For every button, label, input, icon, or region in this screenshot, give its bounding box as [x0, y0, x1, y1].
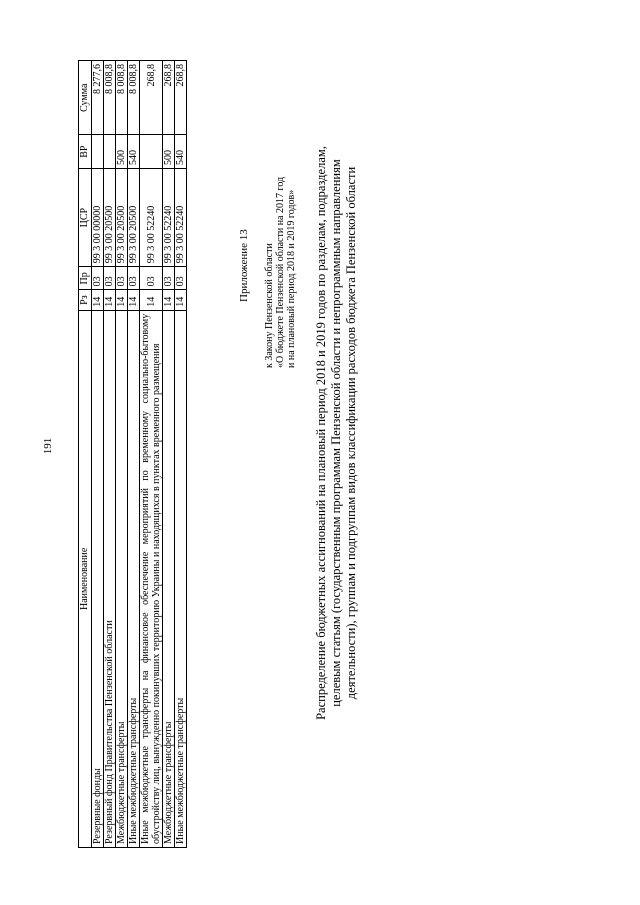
table-row — [104, 61, 116, 848]
table-row — [128, 61, 140, 848]
cell-rz: 14 — [140, 290, 163, 310]
cell-rz: 14 — [175, 290, 187, 310]
cell-vr: 540 — [128, 135, 140, 169]
header-rz: Рз — [79, 290, 92, 310]
heading-line: целевым статьям (государственным программам Пензенской области и непрограммным направлениям — [329, 159, 343, 707]
header-vr: ВР — [79, 135, 92, 169]
cell-pr: 03 — [116, 267, 128, 290]
table-row — [163, 61, 175, 848]
document-heading — [314, 18, 359, 848]
cell-name: Иные межбюджетные трансферты — [128, 310, 140, 847]
cell-pr: 03 — [92, 267, 104, 290]
cell-vr — [92, 135, 104, 169]
appendix-title: Приложение 13 — [238, 229, 250, 302]
cell-csr: 99 3 00 52240 — [175, 168, 187, 266]
cell-sum: 268,8 — [140, 61, 163, 135]
heading-line: Распределение бюджетных ассигнований на плановый период 2018 и 2019 годов по разделам, подразделам, — [314, 146, 328, 720]
cell-name: Иные межбюджетные трансферты на финансовое обеспечение мероприятий по временному социально-бытовому обустройству лиц, вынужденно покинувших территорию Украины и находящихся в пунктах временного размещения — [140, 310, 163, 847]
budget-table — [78, 60, 187, 848]
header-pr: Пр — [79, 267, 92, 290]
header-csr: ЦСР — [79, 168, 92, 266]
cell-rz: 14 — [128, 290, 140, 310]
cell-rz: 14 — [92, 290, 104, 310]
cell-pr: 03 — [104, 267, 116, 290]
cell-vr: 540 — [175, 135, 187, 169]
cell-csr: 99 3 00 00000 — [92, 168, 104, 266]
cell-pr: 03 — [163, 267, 175, 290]
cell-vr: 500 — [163, 135, 175, 169]
cell-name: Межбюджетные трансферты — [163, 310, 175, 847]
cell-csr: 99 3 00 52240 — [163, 168, 175, 266]
cell-pr: 03 — [140, 267, 163, 290]
heading-line: деятельности), группам и подгруппам видов классификации расходов бюджета Пензенской области — [344, 166, 358, 700]
cell-pr: 03 — [128, 267, 140, 290]
cell-sum: 8 008,8 — [128, 61, 140, 135]
cell-sum: 8 008,8 — [116, 61, 128, 135]
cell-vr: 500 — [116, 135, 128, 169]
rotated-content — [78, 18, 378, 848]
table-header-row — [79, 61, 92, 848]
cell-name: Резервный фонд Правительства Пензенской области — [104, 310, 116, 847]
cell-csr: 99 3 00 20500 — [116, 168, 128, 266]
law-line: «О бюджете Пензенской области на 2017 год — [275, 176, 286, 368]
cell-vr — [104, 135, 116, 169]
law-line: и на плановый период 2018 и 2019 годов» — [286, 189, 297, 368]
law-line: к Закону Пензенской области — [264, 243, 275, 368]
cell-sum: 8 277,6 — [92, 61, 104, 135]
table-row — [116, 61, 128, 848]
header-sum: Сумма — [79, 61, 92, 135]
cell-rz: 14 — [116, 290, 128, 310]
cell-sum: 8 008,8 — [104, 61, 116, 135]
cell-pr: 03 — [175, 267, 187, 290]
law-reference — [264, 177, 297, 368]
cell-name: Иные межбюджетные трансферты — [175, 310, 187, 847]
cell-name: Резервные фонды — [92, 310, 104, 847]
cell-rz: 14 — [104, 290, 116, 310]
page-number: 191 — [42, 437, 54, 455]
cell-csr: 99 3 00 20500 — [128, 168, 140, 266]
cell-csr: 99 3 00 52240 — [140, 168, 163, 266]
cell-sum: 268,8 — [175, 61, 187, 135]
table-row — [175, 61, 187, 848]
table-row — [140, 61, 163, 848]
header-name: Наименование — [79, 310, 92, 847]
cell-rz: 14 — [163, 290, 175, 310]
cell-csr: 99 3 00 20500 — [104, 168, 116, 266]
cell-name: Межбюджетные трансферты — [116, 310, 128, 847]
table-row — [92, 61, 104, 848]
cell-vr — [140, 135, 163, 169]
cell-sum: 268,8 — [163, 61, 175, 135]
